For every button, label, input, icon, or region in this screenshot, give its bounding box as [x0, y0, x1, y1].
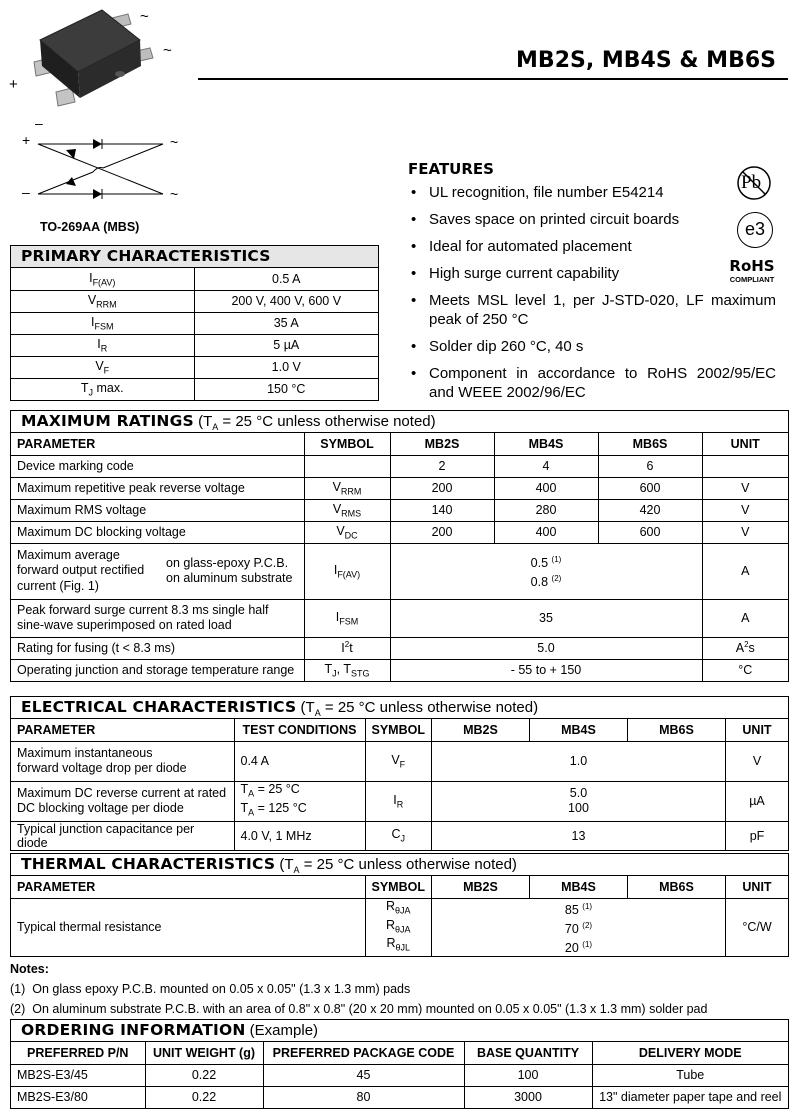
e3-label: e3: [744, 219, 766, 239]
table-row: $I_{FSM}$ 35 A: [11, 312, 378, 334]
feature-item: • Saves space on printed circuit boards: [408, 210, 776, 229]
electrical-characteristics-heading: ELECTRICAL CHARACTERISTICS ($T_A = 25$ °C unless otherwise noted): [11, 697, 788, 719]
schematic-ac-2: ~: [170, 186, 179, 202]
table-row: Maximum DC reverse current at rated DC blocking voltage per diode $T_A = 25$ °C $T_A = 125$ °C $I_R$ 5.0 100 µA: [11, 781, 788, 821]
ordering-information-heading: ORDERING INFORMATION (Example): [11, 1020, 788, 1042]
table-row: Maximum RMS voltage $V_{RMS}$ 140 280 420 V: [11, 499, 788, 521]
table-row: Typical junction capacitance per diode 4.0 V, 1 MHz $C_J$ 13 pF: [11, 821, 788, 850]
maximum-ratings-heading: MAXIMUM RATINGS ($T_A = 25$ °C unless otherwise noted): [11, 411, 788, 433]
table-row: Peak forward surge current 8.3 ms single half sine-wave superimposed on rated load $I_{FSM}$ 35 A: [11, 599, 788, 637]
table-row: $V_{RRM}$ 200 V, 400 V, 600 V: [11, 290, 378, 312]
table-row: Rating for fusing (t < 8.3 ms) $I^2t$ 5.0 $A^2s$: [11, 637, 788, 659]
feature-item: • Component in accordance to RoHS 2002/95/EC and WEEE 2002/96/EC: [408, 364, 776, 402]
table-row: Maximum instantaneous forward voltage drop per diode 0.4 A $V_F$ 1.0 V: [11, 741, 788, 781]
note-item: (1) On glass epoxy P.C.B. mounted on 0.05 x 0.05" (1.3 x 1.3 mm) pads: [10, 982, 411, 996]
package-illustration: [0, 0, 200, 131]
lead-free-label: Pb: [741, 172, 762, 193]
table-row: $T_J$ max. 150 °C: [11, 378, 378, 400]
feature-item: • Solder dip 260 °C, 40 s: [408, 337, 776, 356]
bridge-schematic: [18, 128, 198, 206]
table-row: Device marking code 2 4 6: [11, 455, 788, 477]
table-row: $I_R$ 5 µA: [11, 334, 378, 356]
primary-characteristics-table: [10, 245, 379, 401]
thermal-characteristics-heading: THERMAL CHARACTERISTICS ($T_A = 25$ °C unless otherwise noted): [11, 854, 788, 876]
schematic-ac-1: ~: [170, 134, 179, 150]
feature-item: • Meets MSL level 1, per J-STD-020, LF maximum peak of 250 °C: [408, 291, 776, 329]
note-item: (2) On aluminum substrate P.C.B. with an area of 0.8" x 0.8" (20 x 20 mm) mounted on 0.05 x 0.05" (1.3 x 1.3 mm) solder pad: [10, 1002, 708, 1016]
rohs-badge: [726, 258, 778, 284]
table-row: $V_F$ 1.0 V: [11, 356, 378, 378]
maximum-ratings-table: [10, 410, 789, 682]
table-row: Maximum average forward output rectified current (Fig. 1) on glass-epoxy P.C.B. on aluminum substrate $I_{F(AV)}$ 0.5 $^{(1)}$ 0.8 $^{(2)}$ A: [11, 543, 788, 599]
table-row: Typical thermal resistance $R_{\theta JA}$ $R_{\theta JA}$ $R_{\theta JL}$ 85 $^{(1)}$ 70 $^{(2)}$ 20 $^{(1)}$ °C/W: [11, 898, 788, 956]
table-row: Maximum DC blocking voltage $V_{DC}$ 200 400 600 V: [11, 521, 788, 543]
package-name: TO-269AA (MBS): [40, 220, 140, 234]
table-row: MB2S-E3/45 0.22 45 100 Tube: [11, 1064, 788, 1086]
lead-free-icon: [735, 164, 773, 202]
notes-section: [10, 959, 790, 1019]
e3-icon: [737, 212, 773, 248]
header-rule: [198, 78, 788, 80]
table-row: Operating junction and storage temperature range $T_J$, $T_{STG}$ - 55 to + 150 °C: [11, 659, 788, 681]
feature-item: • High surge current capability: [408, 264, 776, 283]
notes-heading: Notes:: [10, 962, 49, 976]
primary-characteristics-heading: PRIMARY CHARACTERISTICS: [11, 246, 378, 268]
feature-item: • Ideal for automated placement: [408, 237, 776, 256]
table-row: MB2S-E3/80 0.22 80 3000 13" diameter paper tape and reel: [11, 1086, 788, 1108]
feature-item: • UL recognition, file number E54214: [408, 183, 776, 202]
rohs-label: RoHS: [729, 257, 775, 275]
features-heading: FEATURES: [408, 160, 494, 178]
ordering-information-table: [10, 1019, 789, 1109]
table-header-row: PREFERRED P/N UNIT WEIGHT (g) PREFERRED PACKAGE CODE BASE QUANTITY DELIVERY MODE: [11, 1042, 788, 1064]
rohs-compliant-label: COMPLIANT: [729, 275, 775, 284]
pin-plus-label: +: [9, 76, 18, 93]
schematic-minus: –: [22, 184, 30, 200]
features-section: [408, 160, 776, 410]
table-header-row: PARAMETER SYMBOL MB2S MB4S MB6S UNIT: [11, 433, 788, 455]
table-header-row: PARAMETER SYMBOL MB2S MB4S MB6S UNIT: [11, 876, 788, 898]
page-title: MB2S, MB4S & MB6S: [516, 48, 776, 73]
features-list: [408, 183, 776, 402]
pin-ac-label-1: ~: [140, 8, 149, 25]
electrical-characteristics-table: [10, 696, 789, 851]
schematic-plus: +: [22, 132, 31, 148]
table-row: Maximum repetitive peak reverse voltage $V_{RRM}$ 200 400 600 V: [11, 477, 788, 499]
table-row: $I_{F(AV)}$ 0.5 A: [11, 268, 378, 290]
pin-ac-label-2: ~: [163, 42, 172, 59]
thermal-characteristics-table: [10, 853, 789, 957]
pin-minus-label: –: [35, 115, 43, 131]
table-header-row: PARAMETER TEST CONDITIONS SYMBOL MB2S MB4S MB6S UNIT: [11, 719, 788, 741]
